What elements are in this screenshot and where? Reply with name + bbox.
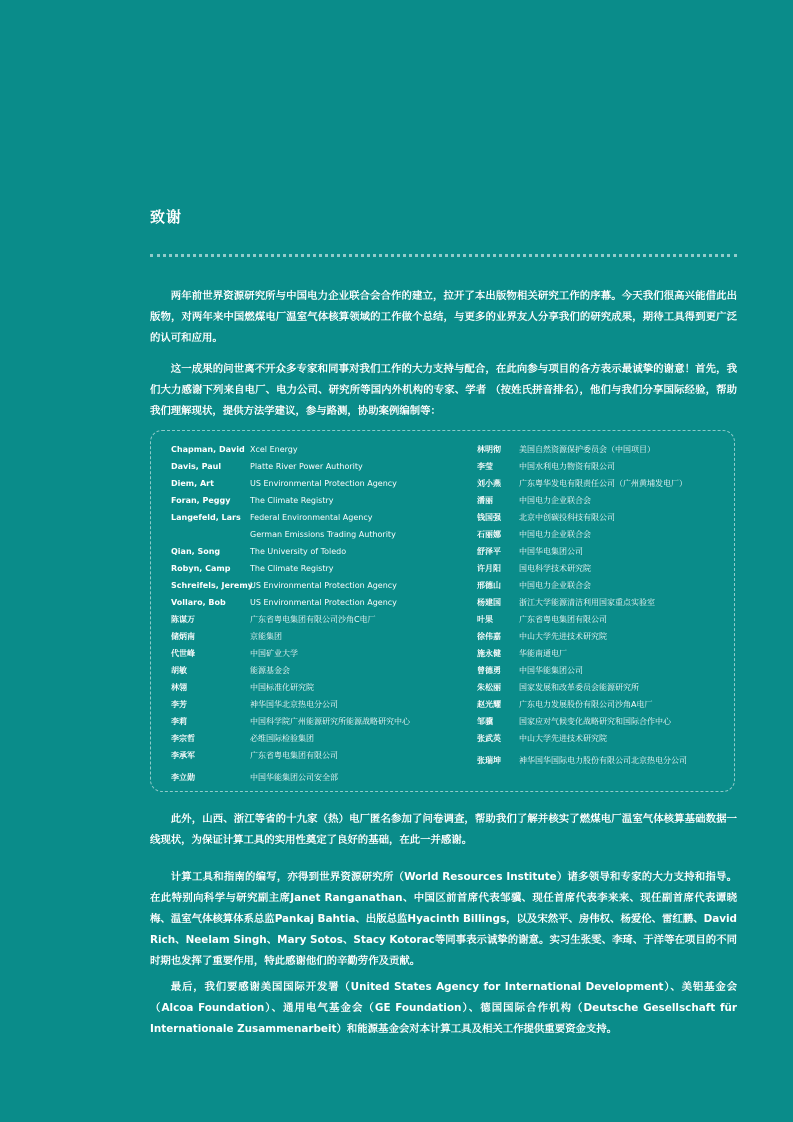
contributor-org-line: German Emissions Trading Authority bbox=[250, 530, 396, 539]
contributor-org bbox=[519, 611, 607, 628]
contributor-org bbox=[250, 458, 363, 475]
contributor-name: 赵光耀 bbox=[477, 700, 501, 709]
contributor-name: 徐伟嘉 bbox=[477, 632, 501, 641]
contributor-name: 李芳 bbox=[171, 700, 187, 709]
paragraph-funders: 最后，我们要感谢美国国际开发署（United States Agency for International Development）、美铝基金会（Alcoa Foundation）、通用电气基金会（GE Foundation）、德国国际合作机构（Deutsche Gesellschaft für Internationale Zusammenarbeit）和能源基金会对本计算工具及相关工作提供重要资金支持。 bbox=[150, 981, 737, 1035]
contributor-org-line: 中国电力企业联合会 bbox=[519, 581, 591, 590]
contributor-org-line: 华能南通电厂 bbox=[519, 649, 567, 658]
contributor-name: Vollaro, Bob bbox=[171, 598, 226, 607]
contributor-org bbox=[519, 752, 687, 769]
contributor-org-line: 中国水利电力物资有限公司 bbox=[519, 462, 615, 471]
contributor-org-line: US Environmental Protection Agency bbox=[250, 581, 397, 590]
contributor-org-line: 中山大学先进技术研究院 bbox=[519, 734, 607, 743]
contributor-org-line: The Climate Registry bbox=[250, 564, 334, 573]
contributor-name: Diem, Art bbox=[171, 479, 214, 488]
contributor-name: 林明彻 bbox=[477, 445, 501, 454]
contributor-name: 张瑞坤 bbox=[477, 756, 501, 765]
contributor-name: 李莹 bbox=[477, 462, 493, 471]
contributor-org-line: Xcel Energy bbox=[250, 445, 298, 454]
contributor-org bbox=[519, 441, 655, 458]
contributor-name: 李承军 bbox=[171, 751, 195, 760]
contributor-name: Schreifels, Jeremy bbox=[171, 581, 253, 590]
contributor-org bbox=[250, 594, 397, 611]
contributor-org bbox=[519, 458, 615, 475]
contributor-name: 刘小燕 bbox=[477, 479, 501, 488]
contributor-name: Davis, Paul bbox=[171, 462, 222, 471]
contributor-org bbox=[519, 662, 583, 679]
contributor-name: Chapman, David bbox=[171, 445, 245, 454]
contributor-org bbox=[519, 628, 607, 645]
contributor-org-line: 中国标准化研究院 bbox=[250, 683, 314, 692]
contributor-name: 李莉 bbox=[171, 717, 187, 726]
contributor-name: 施永健 bbox=[477, 649, 501, 658]
contributor-org-line: 北京中创碳投科技有限公司 bbox=[519, 513, 615, 522]
contributor-org-line: Platte River Power Authority bbox=[250, 462, 363, 471]
contributor-org bbox=[250, 662, 290, 679]
contributor-name: 代世峰 bbox=[171, 649, 195, 658]
contributor-org-line: 广东省粤电集团有限公司 bbox=[250, 751, 338, 760]
contributor-org bbox=[250, 747, 338, 764]
contributor-name: 储炳南 bbox=[171, 632, 195, 641]
contributor-org bbox=[250, 713, 410, 730]
contributor-name: 陈谋万 bbox=[171, 615, 195, 624]
contributor-org-line: 国家发展和改革委员会能源研究所 bbox=[519, 683, 639, 692]
contributor-org bbox=[250, 441, 298, 458]
contributor-org bbox=[519, 713, 671, 730]
contributor-org-line: 国家应对气候变化战略研究和国际合作中心 bbox=[519, 717, 671, 726]
contributor-name: 钱国强 bbox=[477, 513, 501, 522]
contributor-org-line: US Environmental Protection Agency bbox=[250, 598, 397, 607]
contributor-org-line: 广东省粤电集团有限公司沙角C电厂 bbox=[250, 615, 376, 624]
contributor-org-line: 浙江大学能源清洁利用国家重点实验室 bbox=[519, 598, 655, 607]
contributor-org-line: Federal Environmental Agency bbox=[250, 513, 373, 522]
contributor-org bbox=[519, 526, 591, 543]
paragraph-survey: 此外，山西、浙江等省的十九家（热）电厂匿名参加了问卷调查，帮助我们了解并核实了燃煤电厂温室气体核算基础数据一线现状，为保证计算工具的实用性奠定了良好的基础，在此一并感谢。 bbox=[150, 813, 737, 846]
contributor-name: 张武英 bbox=[477, 734, 501, 743]
contributor-org-line: 必维国际检验集团 bbox=[250, 734, 314, 743]
contributor-org bbox=[519, 560, 591, 577]
contributor-org-line: 中国电力企业联合会 bbox=[519, 530, 591, 539]
contributors-box bbox=[150, 430, 735, 792]
contributor-name: 许月阳 bbox=[477, 564, 501, 573]
contributor-name: 潘丽 bbox=[477, 496, 493, 505]
contributor-org bbox=[519, 492, 591, 509]
page-title: 致谢 bbox=[150, 208, 183, 226]
contributor-name: 李立勋 bbox=[171, 773, 195, 782]
contributor-org bbox=[250, 543, 346, 560]
contributor-org-line: 京能集团 bbox=[250, 632, 282, 641]
contributor-org-line: The University of Toledo bbox=[250, 547, 347, 556]
contributor-org bbox=[519, 730, 607, 747]
contributor-org-line: 中国华能集团公司 bbox=[519, 666, 583, 675]
contributor-org bbox=[250, 769, 338, 786]
contributor-org-line: 广东省粤电集团有限公司 bbox=[519, 615, 607, 624]
contributor-org-line: 广东粤华发电有限责任公司（广州黄埔发电厂） bbox=[519, 479, 687, 488]
contributor-name: 曾德勇 bbox=[477, 666, 501, 675]
contributor-name: 邢德山 bbox=[477, 581, 501, 590]
contributor-org bbox=[519, 645, 567, 662]
contributor-name: 杨建国 bbox=[477, 598, 501, 607]
contributor-org bbox=[250, 577, 397, 594]
contributor-name: 林翎 bbox=[171, 683, 187, 692]
contributor-name: 叶果 bbox=[477, 615, 493, 624]
contributor-name: Langefeld, Lars bbox=[171, 513, 241, 522]
contributor-org bbox=[250, 679, 314, 696]
contributor-org bbox=[250, 475, 397, 492]
contributor-name: Qian, Song bbox=[171, 547, 221, 556]
contributor-org bbox=[250, 492, 334, 509]
contributor-org-line: 中国华能集团公司安全部 bbox=[250, 773, 338, 782]
contributor-org-line: 神华国华国际电力股份有限公司北京热电分公司 bbox=[519, 756, 687, 765]
contributor-org-line: 广东电力发展股份有限公司沙角A电厂 bbox=[519, 700, 653, 709]
contributor-name: 朱松丽 bbox=[477, 683, 501, 692]
contributor-org bbox=[519, 679, 639, 696]
contributor-org-line: 神华国华北京热电分公司 bbox=[250, 700, 338, 709]
contributor-org bbox=[250, 730, 314, 747]
contributor-name: 邹骥 bbox=[477, 717, 493, 726]
section-divider bbox=[150, 254, 737, 257]
contributor-org-line: 中国电力企业联合会 bbox=[519, 496, 591, 505]
contributor-org bbox=[250, 611, 376, 628]
contributor-org bbox=[250, 628, 282, 645]
contributor-org bbox=[519, 475, 687, 492]
contributor-name: 胡敏 bbox=[171, 666, 187, 675]
contributor-org-line: 国电科学技术研究院 bbox=[519, 564, 591, 573]
contributor-name: 石丽娜 bbox=[477, 530, 501, 539]
contributor-name: 李宗哲 bbox=[171, 734, 195, 743]
contributor-org bbox=[250, 560, 334, 577]
contributor-org bbox=[519, 509, 615, 526]
contributor-org-line: 中国矿业大学 bbox=[250, 649, 298, 658]
contributor-org-line: The Climate Registry bbox=[250, 496, 334, 505]
paragraph-wri: 计算工具和指南的编写，亦得到世界资源研究所（World Resources Institute）诸多领导和专家的大力支持和指导。在此特别向科学与研究副主席Janet Ranganathan、中国区前首席代表邹骥、现任首席代表李来来、现任副首席代表谭晓梅、温室气体核算体系总监Pankaj Bahtia、出版总监Hyacinth Billings，以及宋然平、房伟权、杨爱伦、雷红鹏、David Rich、Neelam Singh、Mary Sotos、Stacy Kotorac等同事表示诚挚的谢意。实习生张雯、李琦、于洋等在项目的不同时期也发挥了重要作用，特此感谢他们的辛勤劳作及贡献。 bbox=[150, 871, 737, 967]
contributor-org-line: 中山大学先进技术研究院 bbox=[519, 632, 607, 641]
contributor-org bbox=[250, 696, 338, 713]
contributor-org-line: 中国科学院广州能源研究所能源战略研究中心 bbox=[250, 717, 410, 726]
contributor-org-line: US Environmental Protection Agency bbox=[250, 479, 397, 488]
paragraph-thanks-experts: 这一成果的问世离不开众多专家和同事对我们工作的大力支持与配合，在此向参与项目的各方表示最诚挚的谢意！首先，我们大力感谢下列来自电厂、电力公司、研究所等国内外机构的专家、学者 （按姓氏拼音排名），他们与我们分享国际经验，帮助我们理解现状，提供方法学建议，参与路测，协助案例编制等： bbox=[150, 363, 737, 417]
contributor-org bbox=[519, 696, 652, 713]
contributor-org-line: 能源基金会 bbox=[250, 666, 290, 675]
contributor-org bbox=[250, 509, 396, 543]
contributor-name: Robyn, Camp bbox=[171, 564, 231, 573]
contributor-org-line: 美国自然资源保护委员会（中国项目） bbox=[519, 445, 655, 454]
contributor-org bbox=[519, 543, 583, 560]
contributor-org bbox=[519, 594, 655, 611]
contributor-org-line: 中国华电集团公司 bbox=[519, 547, 583, 556]
contributor-name: Foran, Peggy bbox=[171, 496, 231, 505]
contributor-org bbox=[250, 645, 298, 662]
contributor-org bbox=[519, 577, 591, 594]
contributor-name: 舒泽平 bbox=[477, 547, 501, 556]
paragraph-intro: 两年前世界资源研究所与中国电力企业联合会合作的建立，拉开了本出版物相关研究工作的序幕。今天我们很高兴能借此出版物，对两年来中国燃煤电厂温室气体核算领域的工作做个总结，与更多的业界友人分享我们的研究成果，期待工具得到更广泛的认可和应用。 bbox=[150, 290, 737, 344]
